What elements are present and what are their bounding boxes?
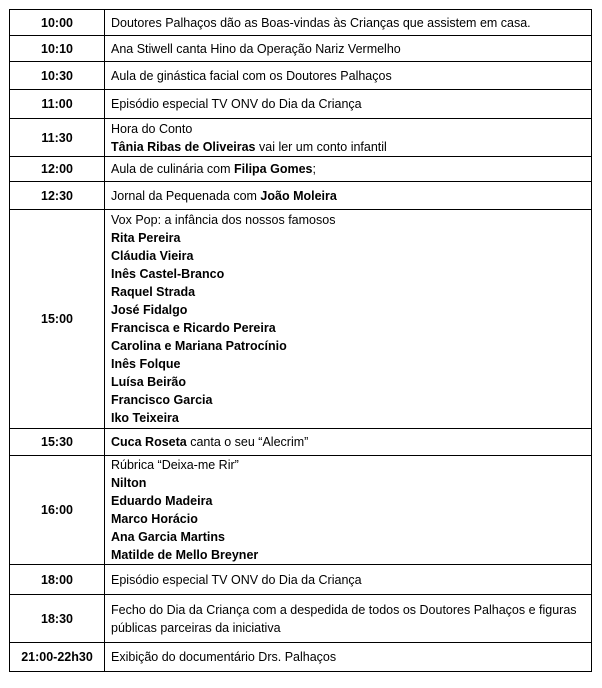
- description-line: [111, 319, 585, 337]
- schedule-description: [105, 456, 592, 565]
- highlighted-name: João Moleira: [260, 188, 337, 203]
- schedule-time: 21:00-22h30: [10, 643, 105, 672]
- schedule-description: [105, 10, 592, 36]
- description-line: [111, 373, 585, 391]
- highlighted-name: Eduardo Madeira: [111, 494, 213, 508]
- description-line: [111, 510, 585, 528]
- highlighted-name: Inês Castel-Branco: [111, 267, 225, 281]
- schedule-body: [10, 10, 592, 672]
- schedule-time: 11:30: [10, 119, 105, 157]
- highlighted-name: Luísa Beirão: [111, 375, 187, 389]
- description-line: [111, 301, 585, 319]
- highlighted-name: Matilde de Mello Breyner: [111, 548, 259, 562]
- highlighted-name: Francisco Garcia: [111, 393, 213, 407]
- description-line: [111, 474, 585, 492]
- highlighted-name: Cláudia Vieira: [111, 249, 194, 263]
- schedule-description: [105, 36, 592, 62]
- description-line: [111, 187, 585, 205]
- description-line: [111, 138, 585, 156]
- schedule-row: [10, 157, 592, 182]
- schedule-time: 15:00: [10, 210, 105, 429]
- description-line: [111, 211, 585, 229]
- description-text: vai ler um conto infantil: [255, 139, 387, 154]
- schedule-time: 12:30: [10, 182, 105, 210]
- highlighted-name: Ana Garcia Martins: [111, 530, 225, 544]
- description-text: Rúbrica “Deixa-me Rir”: [111, 458, 239, 472]
- highlighted-name: Filipa Gomes: [233, 162, 313, 176]
- description-line: [111, 409, 585, 427]
- description-line: [111, 601, 585, 637]
- description-line: [111, 283, 585, 301]
- schedule-row: [10, 210, 592, 429]
- description-line: [111, 229, 585, 247]
- schedule-time: 10:00: [10, 10, 105, 36]
- schedule-row: [10, 595, 592, 643]
- schedule-row: [10, 456, 592, 565]
- schedule-row: [10, 565, 592, 595]
- highlighted-name: Nilton: [111, 476, 147, 490]
- description-line: [111, 120, 585, 138]
- schedule-description: [105, 62, 592, 90]
- schedule-time: 18:30: [10, 595, 105, 643]
- description-line: [111, 67, 585, 85]
- description-line: [111, 40, 585, 58]
- description-line: [111, 337, 585, 355]
- description-line: [111, 247, 585, 265]
- description-text: Episódio especial TV ONV do Dia da Criança: [111, 572, 362, 587]
- description-line: [111, 433, 585, 451]
- description-text: Ana Stiwell canta Hino da Operação Nariz Vermelho: [111, 41, 401, 56]
- schedule-description: [105, 565, 592, 595]
- highlighted-name: Cuca Roseta: [111, 435, 187, 449]
- highlighted-name: Raquel Strada: [111, 285, 196, 299]
- description-line: [111, 14, 585, 32]
- description-line: [111, 391, 585, 409]
- schedule-row: [10, 643, 592, 672]
- schedule-time: 11:00: [10, 90, 105, 119]
- schedule-row: [10, 429, 592, 456]
- description-line: [111, 355, 585, 373]
- schedule-description: [105, 643, 592, 672]
- schedule-time: 18:00: [10, 565, 105, 595]
- schedule-table: [9, 9, 592, 672]
- schedule-description: [105, 157, 592, 182]
- schedule-description: [105, 119, 592, 157]
- description-line: [111, 546, 585, 564]
- schedule-description: [105, 90, 592, 119]
- description-text: Doutores Palhaços dão as Boas-vindas às Crianças que assistem em casa.: [111, 15, 531, 30]
- description-text: Exibição do documentário Drs. Palhaços: [111, 650, 337, 664]
- schedule-description: [105, 210, 592, 429]
- description-line: [111, 160, 585, 178]
- description-text: Aula de ginástica facial com os Doutores Palhaços: [111, 68, 392, 83]
- description-text: Episódio especial TV ONV do Dia da Criança: [111, 97, 362, 111]
- schedule-time: 10:30: [10, 62, 105, 90]
- schedule-description: [105, 595, 592, 643]
- highlighted-name: Iko Teixeira: [111, 411, 179, 425]
- description-line: [111, 95, 585, 113]
- description-text: Hora do Conto: [111, 121, 193, 136]
- highlighted-name: José Fidalgo: [111, 303, 188, 317]
- description-line: [111, 528, 585, 546]
- highlighted-name: Francisca e Ricardo Pereira: [111, 321, 276, 335]
- schedule-row: [10, 62, 592, 90]
- highlighted-name: Rita Pereira: [111, 231, 181, 245]
- schedule-row: [10, 90, 592, 119]
- schedule-description: [105, 182, 592, 210]
- schedule-description: [105, 429, 592, 456]
- schedule-time: 16:00: [10, 456, 105, 565]
- schedule-time: 15:30: [10, 429, 105, 456]
- description-text: Aula de culinária com: [111, 162, 234, 176]
- schedule-row: [10, 119, 592, 157]
- description-line: [111, 648, 585, 666]
- description-text: Fecho do Dia da Criança com a despedida de todos os Doutores Palhaços e figuras públicas parceiras da iniciativa: [111, 602, 577, 635]
- description-text: canta o seu “Alecrim”: [186, 435, 309, 449]
- description-text: Vox Pop: a infância dos nossos famosos: [111, 213, 336, 227]
- schedule-row: [10, 10, 592, 36]
- schedule-row: [10, 36, 592, 62]
- description-text: ;: [312, 162, 316, 176]
- description-line: [111, 456, 585, 474]
- schedule-time: 10:10: [10, 36, 105, 62]
- schedule-row: [10, 182, 592, 210]
- highlighted-name: Inês Folque: [111, 357, 181, 371]
- description-line: [111, 265, 585, 283]
- highlighted-name: Marco Horácio: [111, 512, 198, 526]
- description-text: Jornal da Pequenada com: [111, 188, 261, 203]
- highlighted-name: Tânia Ribas de Oliveiras: [111, 139, 256, 154]
- schedule-time: 12:00: [10, 157, 105, 182]
- highlighted-name: Carolina e Mariana Patrocínio: [111, 339, 287, 353]
- description-line: [111, 571, 585, 589]
- description-line: [111, 492, 585, 510]
